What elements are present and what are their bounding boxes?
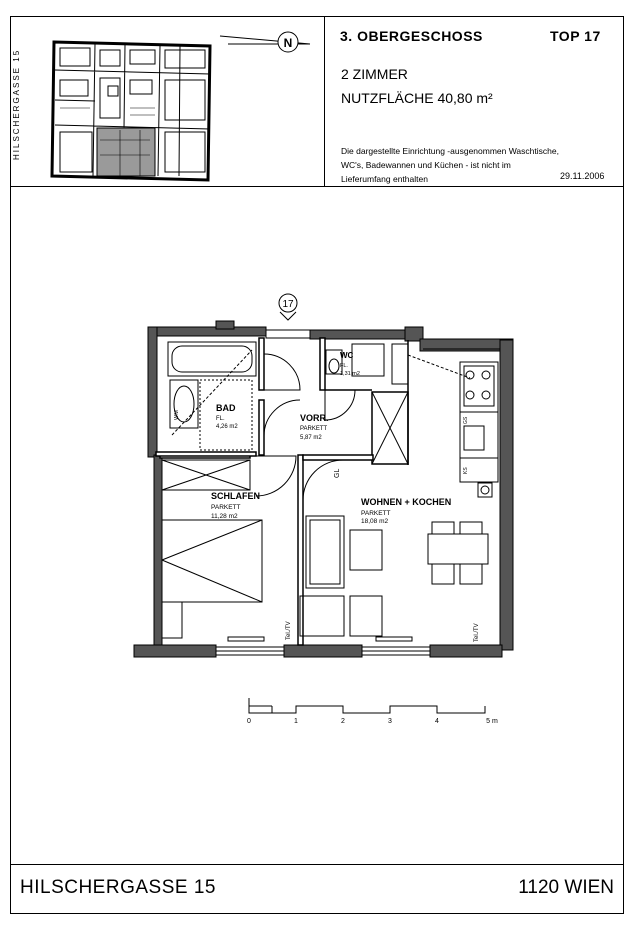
tel-tv-label-bedroom: Tel./TV [286, 621, 292, 640]
furnishing-note: Die dargestellte Einrichtung -ausgenommen Waschtische, WC's, Badewannen und Küchen - ist nicht im Lieferumfang enthalten [341, 146, 559, 184]
living-furniture [300, 516, 488, 636]
tel-tv-label-living: Tel./TV [474, 623, 480, 642]
key-plan [52, 42, 210, 180]
room-name-vorr: VORR. [300, 413, 329, 423]
ks-label: KS [463, 467, 469, 474]
key-plan-highlight [97, 128, 155, 176]
plan-date: 29.11.2006 [560, 171, 605, 181]
room-floor-schlafen: PARKETT [211, 504, 241, 511]
scale-tick-3: 3 [388, 718, 392, 725]
room-name-bad: BAD [216, 403, 236, 413]
scale-tick-0: 0 [247, 718, 251, 725]
room-floor-vorr: PARKETT [300, 426, 328, 432]
room-floor-bad: FL. [216, 416, 225, 422]
room-area-wohnen: 18,08 m2 [361, 518, 389, 525]
street-label-vertical: HILSCHERGASSE 15 [12, 48, 21, 160]
room-name-schlafen: SCHLAFEN [211, 491, 260, 501]
bedroom-furniture [162, 460, 262, 638]
room-floor-wc: FL. [340, 363, 348, 369]
scale-tick-2: 2 [341, 718, 345, 725]
room-name-wc: WC [340, 351, 354, 360]
north-arrow [220, 32, 310, 52]
scale-tick-1: 1 [294, 718, 298, 725]
scale-tick-5: 5 m [486, 718, 498, 725]
unit-title: TOP 17 [550, 28, 601, 44]
room-area-schlafen: 11,28 m2 [211, 513, 238, 520]
scale-bar [249, 698, 485, 713]
kitchen-row [460, 362, 498, 497]
unit-marker-label: 17 [282, 299, 294, 310]
inner-walls [156, 338, 408, 645]
wm-label: WM [174, 410, 180, 420]
usable-area: NUTZFLÄCHE 40,80 m² [341, 90, 493, 106]
gs-label: GS [463, 416, 469, 424]
footer-city: 1120 WIEN [518, 877, 614, 898]
floor-title: 3. OBERGESCHOSS [340, 28, 483, 44]
room-floor-wohnen: PARKETT [361, 510, 391, 517]
room-count: 2 ZIMMER [341, 66, 408, 82]
scale-tick-4: 4 [435, 718, 439, 725]
room-area-bad: 4,26 m2 [216, 424, 238, 430]
room-name-wohnen: WOHNEN + KOCHEN [361, 497, 452, 507]
room-area-vorr: 5,87 m2 [300, 435, 322, 441]
gl-label: GL [334, 468, 341, 478]
room-area-wc: 1,31 m2 [340, 371, 360, 377]
north-arrow-label: N [283, 36, 293, 50]
footer-address: HILSCHERGASSE 15 [20, 877, 216, 898]
